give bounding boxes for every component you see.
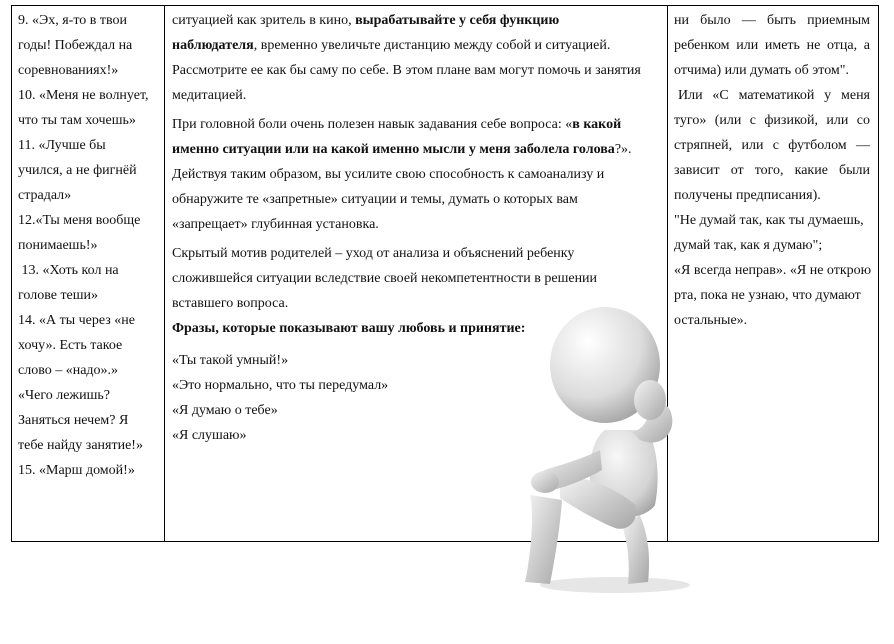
phrase-line: 11. «Лучше бы — [18, 138, 106, 153]
phrase-line: слово – «надо».» — [18, 363, 119, 378]
phrase-line: 13. «Хоть кол на — [18, 263, 119, 278]
phrase-line: годы! Побеждал на — [18, 38, 133, 53]
phrase-line: голове теши» — [18, 288, 99, 303]
note-line: Или «С математикой у меня — [678, 88, 870, 103]
bold-text-run: в какой — [572, 117, 622, 132]
note-line: думай так, как я думаю"; — [674, 238, 823, 253]
note-line: зависит от того, какие были — [674, 163, 870, 178]
text-run: При головной боли очень полезен навык задавания себе вопроса: « — [172, 117, 573, 132]
advice-line: «запрещает» глубинная установка. — [172, 217, 379, 232]
note-line: ребенком или иметь не отца, а — [674, 38, 870, 53]
advice-line — [172, 37, 610, 54]
thinking-person-icon — [500, 300, 720, 600]
note-line: "Не думай так, как ты думаешь, — [674, 213, 864, 228]
note-line: получены предписания). — [674, 188, 821, 203]
advice-line — [172, 116, 621, 133]
text-run: ситуацией как зритель в кино, — [172, 13, 356, 28]
advice-line: Действуя таким образом, вы усилите свою способность к самоанализу и — [172, 167, 605, 182]
advice-line: сложившейся ситуации вследствие своей некомпетентности в решении — [172, 271, 598, 286]
note-line: остальные». — [674, 313, 748, 328]
phrase-line: понимаешь!» — [18, 238, 98, 253]
phrase-line: Заняться нечем? Я — [18, 413, 129, 428]
phrase-line: 15. «Марш домой!» — [18, 463, 135, 478]
bold-text-run: вырабатывайте у себя функцию — [355, 13, 560, 28]
advice-line: обнаружите те «запретные» ситуации и темы, думать о которых вам — [172, 192, 578, 207]
section-heading: Фразы, которые показывают вашу любовь и принятие: — [172, 321, 526, 336]
love-phrase: «Ты такой умный!» — [172, 353, 289, 368]
phrase-line: учился, а не фигнёй — [18, 163, 137, 178]
advice-line: Рассмотрите ее как бы саму по себе. В этом плане вам могут помочь и занятия — [172, 63, 641, 78]
advice-line: Скрытый мотив родителей – уход от анализа и объяснений ребенку — [172, 246, 575, 261]
text-run: , временно увеличьте дистанцию между собой и ситуацией. — [253, 38, 611, 53]
phrase-line: 12.«Ты меня вообще — [18, 213, 141, 228]
love-phrase: «Это нормально, что ты передумал» — [172, 378, 389, 393]
advice-line: вставшего вопроса. — [172, 296, 289, 311]
advice-line — [172, 12, 559, 29]
phrase-line: что ты там хочешь» — [18, 113, 136, 128]
phrase-line: соревнованиях!» — [18, 63, 119, 78]
phrase-line: 9. «Эх, я-то в твои — [18, 13, 128, 28]
note-line: ни было — быть приемным — [674, 13, 870, 28]
bold-text-run: наблюдателя — [172, 38, 254, 53]
phrase-line: тебе найду занятие!» — [18, 438, 143, 453]
phrase-line: хочу». Есть такое — [18, 338, 123, 353]
document-table — [11, 5, 879, 542]
text-run: ?». — [614, 142, 632, 157]
phrases-column — [12, 6, 165, 541]
bold-text-run: именно ситуации или на какой именно мысли у меня заболела голова — [172, 142, 615, 157]
love-phrase: «Я думаю о тебе» — [172, 403, 278, 418]
phrase-line: 14. «А ты через «не — [18, 313, 136, 328]
phrase-line: страдал» — [18, 188, 72, 203]
phrase-line: 10. «Меня не волнует, — [18, 88, 149, 103]
note-line: туго» (или с физикой, или со — [674, 113, 870, 128]
advice-line — [172, 141, 632, 158]
love-phrase: «Я слушаю» — [172, 428, 247, 443]
note-line: отчима) или думать об этом". — [674, 63, 850, 78]
phrase-line: «Чего лежишь? — [18, 388, 110, 403]
advice-line: медитацией. — [172, 88, 247, 103]
note-line: рта, пока не узнаю, что думают — [674, 288, 861, 303]
note-line: «Я всегда неправ». «Я не открою — [674, 263, 872, 278]
note-line: стряпней, или с футболом — — [674, 138, 870, 153]
